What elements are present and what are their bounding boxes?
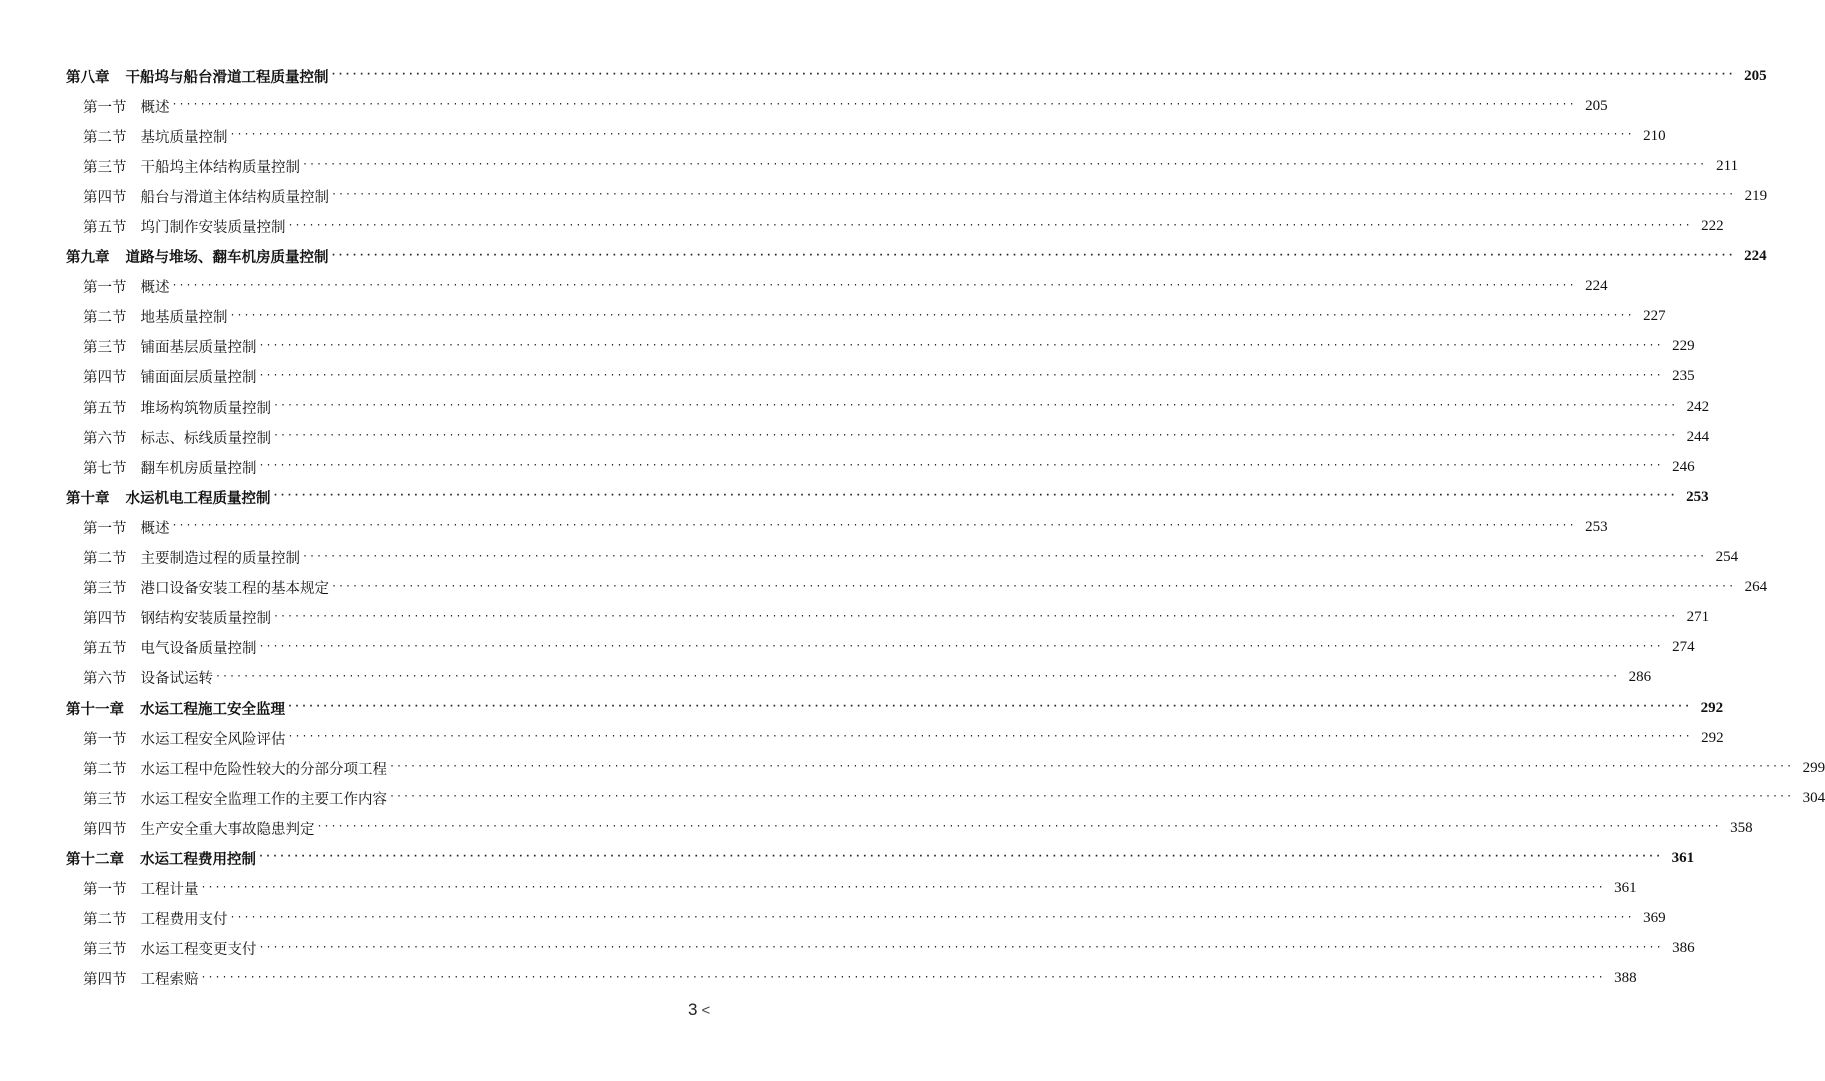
toc-entry-number: 第四节 [83, 611, 127, 628]
toc-entry-title: 水运工程费用控制 [140, 851, 256, 868]
dot-leader: ········································································································································································································ [258, 851, 1663, 863]
dot-leader: ········································································································································································································ [273, 610, 1678, 622]
toc-entry-number: 第一节 [83, 99, 127, 116]
toc-entry-page: 253 [1686, 488, 1709, 505]
toc-entry-title: 主要制造过程的质量控制 [140, 551, 300, 568]
toc-entry-number: 第四节 [83, 189, 127, 206]
toc-section-entry[interactable] [66, 332, 1695, 362]
toc-entry-number: 第一节 [83, 280, 127, 297]
toc-entry-page: 222 [1701, 218, 1724, 235]
dot-leader: ········································································································································································································ [171, 279, 1576, 291]
toc-entry-title: 工程费用支付 [140, 912, 228, 929]
toc-entry-page: 219 [1744, 187, 1768, 204]
toc-entry-page: 227 [1643, 308, 1666, 325]
toc-section-entry[interactable] [66, 121, 1666, 151]
toc-chapter-entry[interactable] [66, 242, 1767, 272]
toc-entry-number: 第五节 [83, 400, 127, 417]
toc-section-entry[interactable] [66, 783, 1825, 813]
toc-section-entry[interactable] [66, 91, 1608, 121]
toc-entry-number: 第一节 [83, 882, 127, 899]
toc-section-entry[interactable] [66, 753, 1825, 783]
dot-leader: ········································································································································································································ [287, 219, 1692, 231]
toc-entry-title: 生产安全重大事故隐患判定 [140, 821, 315, 838]
toc-entry-page: 292 [1701, 729, 1724, 746]
toc-section-entry[interactable] [66, 272, 1608, 302]
toc-section-entry[interactable] [66, 422, 1710, 452]
toc-entry-title: 概述 [140, 520, 170, 537]
toc-entry-number: 第五节 [83, 641, 127, 658]
toc-entry-number: 第五节 [83, 220, 127, 237]
left-arrow-icon: < [701, 1002, 711, 1019]
toc-section-entry[interactable] [66, 603, 1710, 633]
dot-leader: ········································································································································································································ [258, 460, 1663, 472]
toc-entry-page: 369 [1643, 910, 1666, 927]
toc-section-entry[interactable] [66, 543, 1739, 573]
dot-leader: ········································································································································································································ [272, 490, 1677, 502]
toc-entry-page: 386 [1672, 940, 1695, 957]
toc-entry-number: 第一节 [83, 731, 127, 748]
toc-entry-page: 210 [1643, 127, 1666, 144]
toc-section-entry[interactable] [66, 633, 1695, 663]
toc-entry-page: 271 [1686, 609, 1710, 626]
toc-entry-page: 299 [1802, 759, 1825, 776]
toc-section-entry[interactable] [66, 904, 1666, 934]
toc-entry-number: 第四节 [83, 972, 127, 989]
toc-entry-number: 第三节 [83, 791, 127, 808]
page-number: 3 [688, 1000, 698, 1019]
toc-section-entry[interactable] [66, 663, 1652, 693]
toc-entry-page: 211 [1716, 157, 1739, 174]
toc-section-entry[interactable] [66, 452, 1695, 482]
toc-entry-number: 第六节 [83, 430, 127, 447]
dot-leader: ········································································································································································································ [200, 971, 1605, 983]
dot-leader: ········································································································································································································ [258, 339, 1663, 351]
dot-leader: ········································································································································································································ [331, 580, 1736, 592]
dot-leader: ········································································································································································································ [330, 69, 1735, 81]
toc-entry-page: 304 [1802, 789, 1825, 806]
toc-entry-number: 第三节 [83, 159, 127, 176]
dot-leader: ········································································································································································································ [200, 881, 1605, 893]
toc-chapter-entry[interactable] [66, 482, 1709, 512]
toc-entry-number: 第十二章 [66, 851, 124, 868]
toc-entry-title: 设备试运转 [140, 671, 213, 688]
toc-entry-number: 第二节 [83, 310, 127, 327]
toc-entry-title: 概述 [140, 280, 170, 297]
toc-entry-page: 224 [1744, 248, 1767, 265]
toc-entry-number: 第四节 [83, 370, 127, 387]
toc-section-entry[interactable] [66, 573, 1768, 603]
dot-leader: ········································································································································································································ [171, 520, 1576, 532]
toc-entry-title: 干船坞主体结构质量控制 [140, 159, 300, 176]
toc-entry-number: 第二节 [83, 761, 127, 778]
toc-entry-page: 292 [1700, 699, 1724, 716]
toc-entry-number: 第七节 [83, 460, 127, 477]
toc-entry-title: 水运工程安全监理工作的主要工作内容 [140, 791, 387, 808]
dot-leader: ········································································································································································································ [273, 430, 1678, 442]
toc-entry-number: 第八章 [66, 69, 110, 86]
toc-section-entry[interactable] [66, 151, 1739, 181]
dot-leader: ········································································································································································································ [229, 911, 1634, 923]
dot-leader: ········································································································································································································ [171, 99, 1576, 111]
toc-entry-number: 第十一章 [66, 701, 124, 718]
toc-entry-number: 第六节 [83, 671, 127, 688]
toc-entry-page: 205 [1744, 67, 1767, 84]
toc-entry-title: 水运机电工程质量控制 [125, 490, 271, 507]
toc-entry-title: 干船坞与船台滑道工程质量控制 [125, 69, 329, 86]
toc-section-entry[interactable] [66, 964, 1637, 994]
toc-entry-page: 244 [1686, 428, 1710, 445]
toc-section-entry[interactable] [66, 392, 1710, 422]
toc-entry-page: 224 [1585, 278, 1608, 295]
toc-entry-title: 水运工程安全风险评估 [140, 731, 286, 748]
toc-entry-title: 水运工程中危险性较大的分部分项工程 [140, 761, 387, 778]
toc-entry-title: 电气设备质量控制 [140, 641, 257, 658]
toc-entry-number: 第一节 [83, 520, 127, 537]
toc-entry-title: 铺面基层质量控制 [140, 340, 257, 357]
toc-section-entry[interactable] [66, 512, 1608, 542]
toc-entry-title: 堆场构筑物质量控制 [140, 400, 271, 417]
toc-entry-title: 基坑质量控制 [140, 129, 228, 146]
dot-leader: ········································································································································································································ [389, 791, 1794, 803]
toc-section-entry[interactable] [66, 211, 1724, 241]
toc-section-entry[interactable] [66, 723, 1724, 753]
toc-section-entry[interactable] [66, 813, 1753, 843]
toc-entry-title: 概述 [140, 99, 170, 116]
toc-entry-number: 第十章 [66, 490, 110, 507]
toc-entry-title: 钢结构安装质量控制 [140, 611, 271, 628]
toc-section-entry[interactable] [66, 302, 1666, 332]
dot-leader: ········································································································································································································ [273, 400, 1678, 412]
toc-entry-number: 第二节 [83, 129, 127, 146]
toc-entry-page: 229 [1672, 338, 1695, 355]
toc-entry-page: 361 [1671, 849, 1695, 866]
dot-leader: ········································································································································································································ [302, 550, 1707, 562]
toc-entry-page: 358 [1730, 819, 1753, 836]
toc-entry-title: 工程计量 [140, 882, 199, 899]
toc-section-entry[interactable] [66, 874, 1637, 904]
toc-entry-page: 242 [1686, 398, 1710, 415]
toc-entry-title: 地基质量控制 [140, 310, 228, 327]
dot-leader: ········································································································································································································ [330, 249, 1735, 261]
dot-leader: ········································································································································································································ [287, 701, 1692, 713]
dot-leader: ········································································································································································································ [331, 189, 1736, 201]
dot-leader: ········································································································································································································ [258, 941, 1663, 953]
toc-entry-title: 水运工程变更支付 [140, 942, 257, 959]
toc-entry-page: 388 [1614, 970, 1637, 987]
dot-leader: ········································································································································································································ [258, 369, 1663, 381]
toc-entry-number: 第三节 [83, 581, 127, 598]
toc-entry-number: 第九章 [66, 250, 110, 267]
toc-entry-title: 道路与堆场、翻车机房质量控制 [125, 250, 329, 267]
toc-section-entry[interactable] [66, 934, 1695, 964]
toc-entry-page: 286 [1628, 669, 1652, 686]
toc-chapter-entry[interactable] [66, 61, 1767, 91]
dot-leader: ········································································································································································································ [302, 159, 1707, 171]
dot-leader: ········································································································································································································ [215, 670, 1620, 682]
toc-entry-page: 246 [1672, 458, 1695, 475]
toc-section-entry[interactable] [66, 181, 1768, 211]
page-footer [688, 1000, 710, 1020]
toc-entry-page: 205 [1585, 97, 1608, 114]
table-of-contents [66, 61, 1825, 994]
toc-entry-title: 标志、标线质量控制 [140, 430, 271, 447]
toc-section-entry[interactable] [66, 362, 1695, 392]
dot-leader: ········································································································································································································ [229, 129, 1634, 141]
toc-entry-title: 港口设备安装工程的基本规定 [140, 581, 329, 598]
dot-leader: ········································································································································································································ [316, 821, 1721, 833]
toc-entry-title: 船台与滑道主体结构质量控制 [140, 189, 329, 206]
toc-entry-title: 工程索赔 [140, 972, 199, 989]
dot-leader: ········································································································································································································ [287, 731, 1692, 743]
toc-entry-title: 翻车机房质量控制 [140, 460, 257, 477]
toc-chapter-entry[interactable] [66, 843, 1695, 873]
toc-entry-number: 第二节 [83, 912, 127, 929]
toc-entry-number: 第三节 [83, 340, 127, 357]
toc-entry-page: 274 [1672, 639, 1695, 656]
toc-entry-page: 235 [1672, 368, 1695, 385]
toc-chapter-entry[interactable] [66, 693, 1724, 723]
toc-entry-title: 坞门制作安装质量控制 [140, 220, 286, 237]
toc-entry-number: 第四节 [83, 821, 127, 838]
toc-entry-title: 铺面面层质量控制 [140, 370, 257, 387]
toc-entry-page: 254 [1715, 549, 1739, 566]
dot-leader: ········································································································································································································ [229, 309, 1634, 321]
toc-entry-page: 361 [1614, 880, 1637, 897]
dot-leader: ········································································································································································································ [389, 761, 1794, 773]
toc-entry-number: 第三节 [83, 942, 127, 959]
toc-entry-title: 水运工程施工安全监理 [140, 701, 285, 718]
dot-leader: ········································································································································································································ [258, 640, 1663, 652]
toc-entry-page: 253 [1585, 518, 1608, 535]
toc-entry-number: 第二节 [83, 551, 127, 568]
toc-entry-page: 264 [1744, 579, 1768, 596]
